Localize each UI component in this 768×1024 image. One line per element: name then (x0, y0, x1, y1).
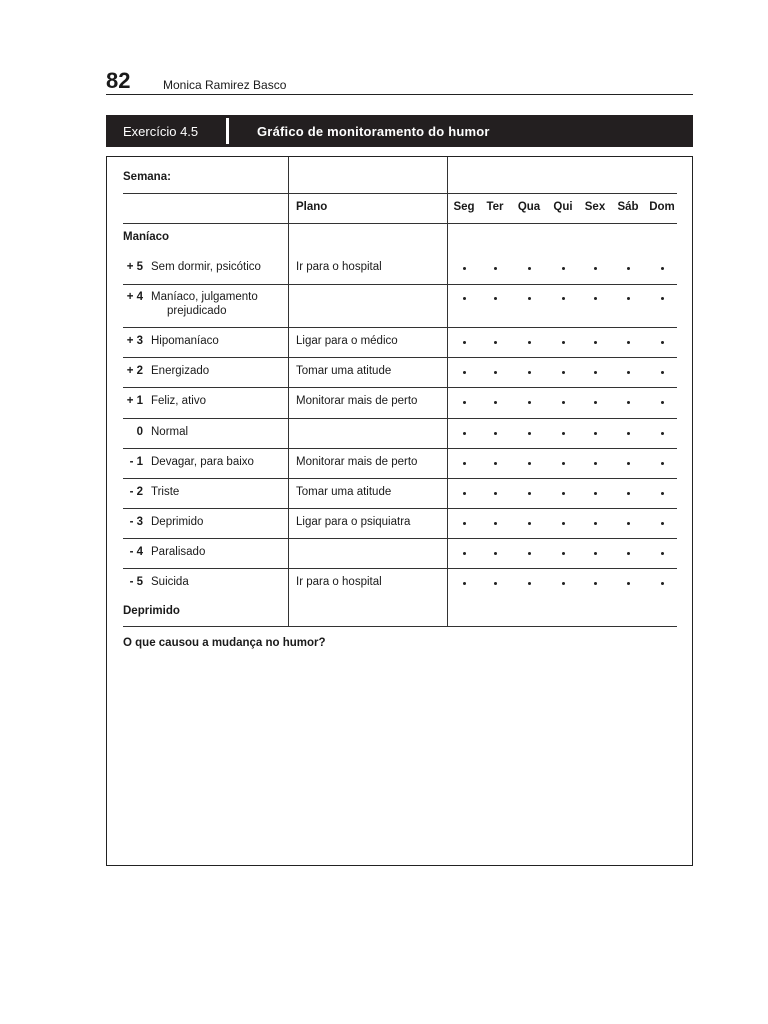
mood-mark-dot[interactable] (594, 401, 597, 404)
mood-level: - 3 (129, 516, 143, 528)
row-rule (123, 448, 677, 449)
day-header-6: Dom (649, 201, 675, 213)
mood-mark-dot[interactable] (528, 462, 531, 465)
mood-state: Paralisado (151, 546, 206, 558)
action-plan: Ligar para o médico (296, 335, 398, 347)
mood-mark-dot[interactable] (661, 552, 664, 555)
mood-mark-dot[interactable] (661, 492, 664, 495)
mood-level: 0 (136, 426, 143, 438)
mood-mark-dot[interactable] (627, 522, 630, 525)
page-number: 82 (106, 68, 131, 93)
exercise-title-bar (106, 115, 693, 147)
mood-mark-dot[interactable] (494, 522, 497, 525)
mood-mark-dot[interactable] (627, 297, 630, 300)
mood-mark-dot[interactable] (494, 297, 497, 300)
action-plan: Ligar para o psiquiatra (296, 516, 411, 528)
mood-mark-dot[interactable] (627, 371, 630, 374)
mood-mark-dot[interactable] (661, 401, 664, 404)
title-divider (226, 118, 229, 144)
day-header-3: Qui (553, 201, 573, 213)
mood-mark-dot[interactable] (494, 432, 497, 435)
row-rule (123, 508, 677, 509)
mood-mark-dot[interactable] (661, 522, 664, 525)
mood-mark-dot[interactable] (528, 341, 531, 344)
mood-level: - 5 (129, 576, 143, 588)
mood-state: Feliz, ativo (151, 395, 206, 407)
mood-mark-dot[interactable] (562, 267, 565, 270)
mood-mark-dot[interactable] (463, 582, 466, 585)
mood-mark-dot[interactable] (528, 267, 531, 270)
exercise-title: Gráfico de monitoramento do humor (257, 124, 490, 139)
column-rule (447, 157, 448, 626)
mood-mark-dot[interactable] (562, 341, 565, 344)
mood-mark-dot[interactable] (463, 371, 466, 374)
mood-mark-dot[interactable] (661, 267, 664, 270)
mood-mark-dot[interactable] (594, 432, 597, 435)
mood-mark-dot[interactable] (594, 267, 597, 270)
mood-mark-dot[interactable] (494, 341, 497, 344)
row-rule (123, 327, 677, 328)
mood-mark-dot[interactable] (627, 552, 630, 555)
mood-level: - 1 (129, 456, 143, 468)
action-plan: Ir para o hospital (296, 576, 382, 588)
mood-level: + 2 (126, 365, 143, 377)
mood-mark-dot[interactable] (661, 462, 664, 465)
mood-mark-dot[interactable] (594, 297, 597, 300)
mood-level: - 4 (129, 546, 143, 558)
action-plan: Tomar uma atitude (296, 486, 392, 498)
mood-mark-dot[interactable] (594, 552, 597, 555)
mood-mark-dot[interactable] (463, 267, 466, 270)
mood-level: + 3 (126, 335, 143, 347)
mood-mark-dot[interactable] (463, 552, 466, 555)
mood-state: Maníaco, julgamento (151, 291, 258, 303)
mood-mark-dot[interactable] (562, 552, 565, 555)
day-header-5: Sáb (617, 201, 639, 213)
column-rule (288, 157, 289, 626)
mood-mark-dot[interactable] (463, 522, 466, 525)
mood-mark-dot[interactable] (494, 401, 497, 404)
action-plan: Monitorar mais de perto (296, 395, 418, 407)
mood-mark-dot[interactable] (661, 582, 664, 585)
author-name: Monica Ramirez Basco (163, 78, 287, 92)
row-rule (123, 478, 677, 479)
mood-state: Deprimido (151, 516, 204, 528)
row-rule (123, 387, 677, 388)
mood-mark-dot[interactable] (528, 371, 531, 374)
row-rule (123, 538, 677, 539)
mood-mark-dot[interactable] (562, 297, 565, 300)
mood-mark-dot[interactable] (494, 582, 497, 585)
mood-mark-dot[interactable] (627, 432, 630, 435)
mood-state-cont: prejudicado (167, 305, 227, 317)
row-rule (123, 357, 677, 358)
mood-mark-dot[interactable] (494, 492, 497, 495)
mood-state: Triste (151, 486, 180, 498)
page-header (106, 68, 693, 95)
mood-mark-dot[interactable] (661, 297, 664, 300)
mood-cause-question: O que causou a mudança no humor? (123, 637, 326, 649)
row-rule (123, 568, 677, 569)
depressed-label: Deprimido (123, 605, 180, 617)
week-label: Semana: (123, 171, 171, 183)
mood-mark-dot[interactable] (494, 267, 497, 270)
mood-state: Hipomaníaco (151, 335, 219, 347)
mood-level: + 4 (126, 291, 143, 303)
mood-level: + 1 (126, 395, 143, 407)
mood-mark-dot[interactable] (627, 462, 630, 465)
mood-mark-dot[interactable] (562, 582, 565, 585)
manic-label: Maníaco (123, 231, 170, 243)
mood-level: - 2 (129, 486, 143, 498)
row-rule (123, 223, 677, 224)
mood-mark-dot[interactable] (661, 371, 664, 374)
mood-mark-dot[interactable] (562, 371, 565, 374)
mood-mark-dot[interactable] (627, 341, 630, 344)
mood-mark-dot[interactable] (528, 582, 531, 585)
mood-mark-dot[interactable] (528, 401, 531, 404)
day-header-1: Ter (486, 201, 504, 213)
mood-mark-dot[interactable] (528, 297, 531, 300)
mood-mark-dot[interactable] (594, 462, 597, 465)
mood-mark-dot[interactable] (463, 462, 466, 465)
day-header-4: Sex (584, 201, 606, 213)
mood-state: Energizado (151, 365, 210, 377)
action-plan: Monitorar mais de perto (296, 456, 418, 468)
mood-mark-dot[interactable] (661, 341, 664, 344)
mood-mark-dot[interactable] (627, 401, 630, 404)
mood-mark-dot[interactable] (463, 401, 466, 404)
mood-mark-dot[interactable] (661, 432, 664, 435)
action-plan: Ir para o hospital (296, 261, 382, 273)
mood-state: Sem dormir, psicótico (151, 261, 261, 273)
mood-mark-dot[interactable] (562, 492, 565, 495)
mood-level: + 5 (126, 261, 143, 273)
mood-mark-dot[interactable] (528, 432, 531, 435)
mood-state: Suicida (151, 576, 189, 588)
mood-mark-dot[interactable] (627, 582, 630, 585)
mood-state: Devagar, para baixo (151, 456, 254, 468)
mood-mark-dot[interactable] (562, 401, 565, 404)
day-header-0: Seg (453, 201, 475, 213)
row-rule (123, 626, 677, 627)
mood-mark-dot[interactable] (594, 492, 597, 495)
day-header-2: Qua (517, 201, 541, 213)
mood-mark-dot[interactable] (594, 341, 597, 344)
mood-mark-dot[interactable] (494, 462, 497, 465)
mood-mark-dot[interactable] (463, 297, 466, 300)
mood-mark-dot[interactable] (528, 522, 531, 525)
mood-mark-dot[interactable] (463, 432, 466, 435)
mood-state: Normal (151, 426, 189, 438)
mood-mark-dot[interactable] (627, 267, 630, 270)
mood-mark-dot[interactable] (594, 582, 597, 585)
mood-mark-dot[interactable] (627, 492, 630, 495)
action-plan: Tomar uma atitude (296, 365, 392, 377)
mood-mark-dot[interactable] (463, 341, 466, 344)
mood-mark-dot[interactable] (494, 371, 497, 374)
exercise-label: Exercício 4.5 (123, 124, 199, 139)
mood-mark-dot[interactable] (562, 462, 565, 465)
row-rule (123, 418, 677, 419)
mood-mark-dot[interactable] (463, 492, 466, 495)
mood-mark-dot[interactable] (562, 522, 565, 525)
mood-mark-dot[interactable] (562, 432, 565, 435)
mood-mark-dot[interactable] (494, 552, 497, 555)
mood-mark-dot[interactable] (594, 371, 597, 374)
mood-mark-dot[interactable] (528, 492, 531, 495)
row-rule (123, 284, 677, 285)
plan-header: Plano (296, 201, 328, 213)
mood-chart-form (106, 156, 693, 866)
row-rule (123, 193, 677, 194)
mood-mark-dot[interactable] (594, 522, 597, 525)
mood-mark-dot[interactable] (528, 552, 531, 555)
